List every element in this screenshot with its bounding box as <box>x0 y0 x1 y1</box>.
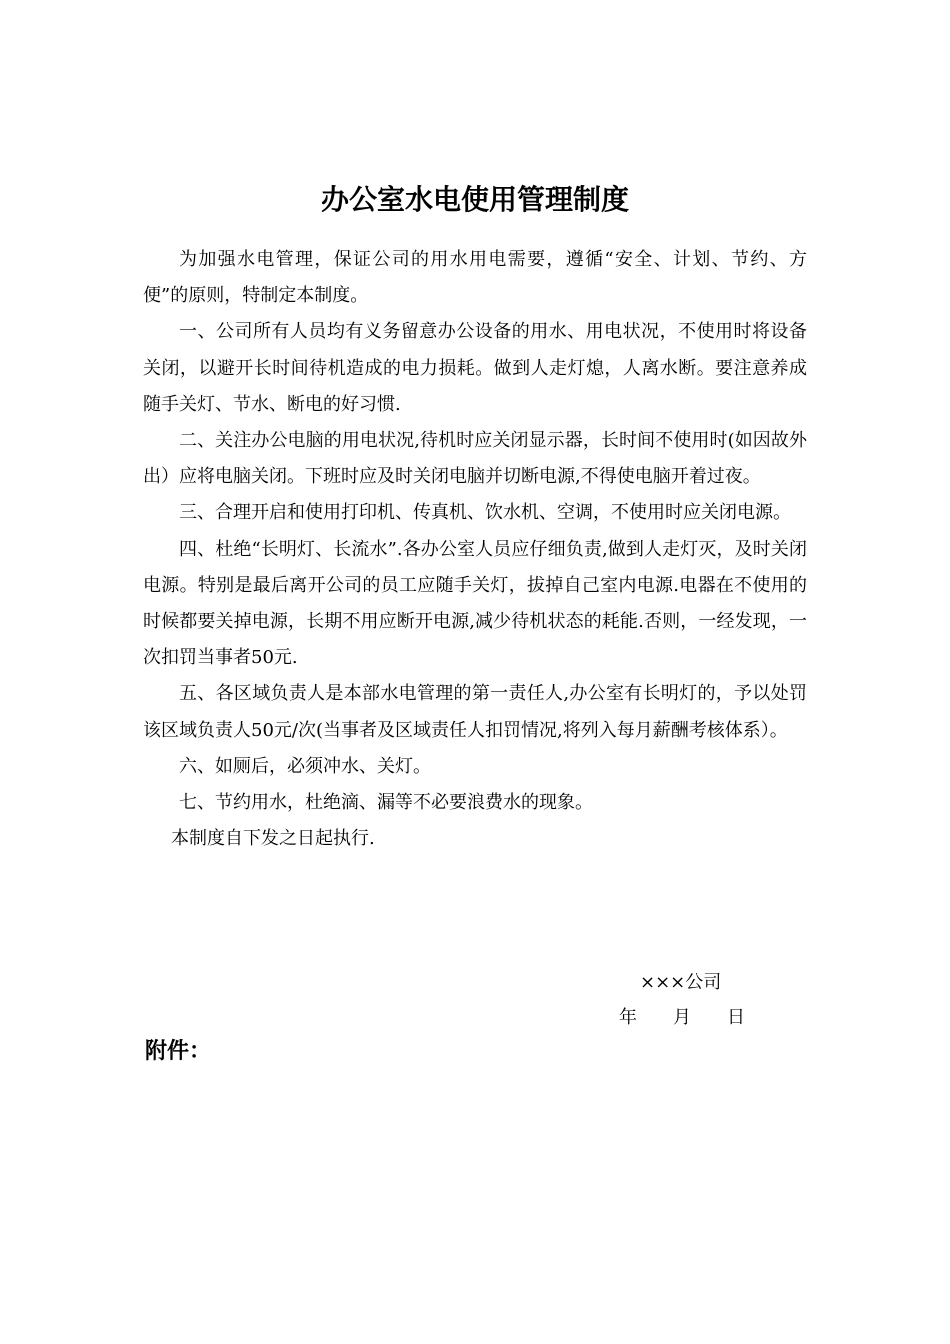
clause-1-paragraph: 一、公司所有人员均有义务留意办公设备的用水、用电状况，不使用时将设备关闭，以避开长时间待机造成的电力损耗。做到人走灯熄，人离水断。要注意养成随手关灯、节水、断电的好习惯. <box>143 321 807 415</box>
signature-date: 年 月 日 <box>619 1007 745 1028</box>
document-body <box>143 242 807 857</box>
clause-4-paragraph: 四、杜绝“长明灯、长流水”.各办公室人员应仔细负责,做到人走灯灭，及时关闭电源。特别是最后离开公司的员工应随手关灯，拔掉自己室内电源.电器在不使用的时候都要关掉电源，长期不用应断开电源,减少待机状态的耗能.否则，一经发现，一次扣罚当事者50元. <box>143 538 807 669</box>
effective-statement: 本制度自下发之日起执行. <box>171 828 375 850</box>
clause-5-paragraph: 五、各区域负责人是本部水电管理的第一责任人,办公室有长明灯的，予以处罚该区域负责人50元/次(当事者及区域责任人扣罚情况,将列入每月薪酬考核体系）。 <box>143 683 807 741</box>
clause-2-paragraph: 二、关注办公电脑的用电状况,待机时应关闭显示器，长时间不使用时(如因故外出）应将电脑关闭。下班时应及时关闭电脑并切断电源,不得使电脑开着过夜。 <box>143 430 807 488</box>
intro-paragraph: 为加强水电管理，保证公司的用水用电需要，遵循“安全、计划、节约、方便”的原则，特制定本制度。 <box>143 249 807 307</box>
signature-company: ×××公司 <box>640 972 722 993</box>
clause-7-paragraph: 七、节约用水，杜绝滴、漏等不必要浪费水的现象。 <box>179 792 593 814</box>
clause-3-paragraph: 三、合理开启和使用打印机、传真机、饮水机、空调，不使用时应关闭电源。 <box>179 502 791 524</box>
document-title: 办公室水电使用管理制度 <box>320 183 629 216</box>
attachment-label: 附件： <box>145 1039 212 1064</box>
clause-6-paragraph: 六、如厕后，必须冲水、关灯。 <box>179 755 431 777</box>
